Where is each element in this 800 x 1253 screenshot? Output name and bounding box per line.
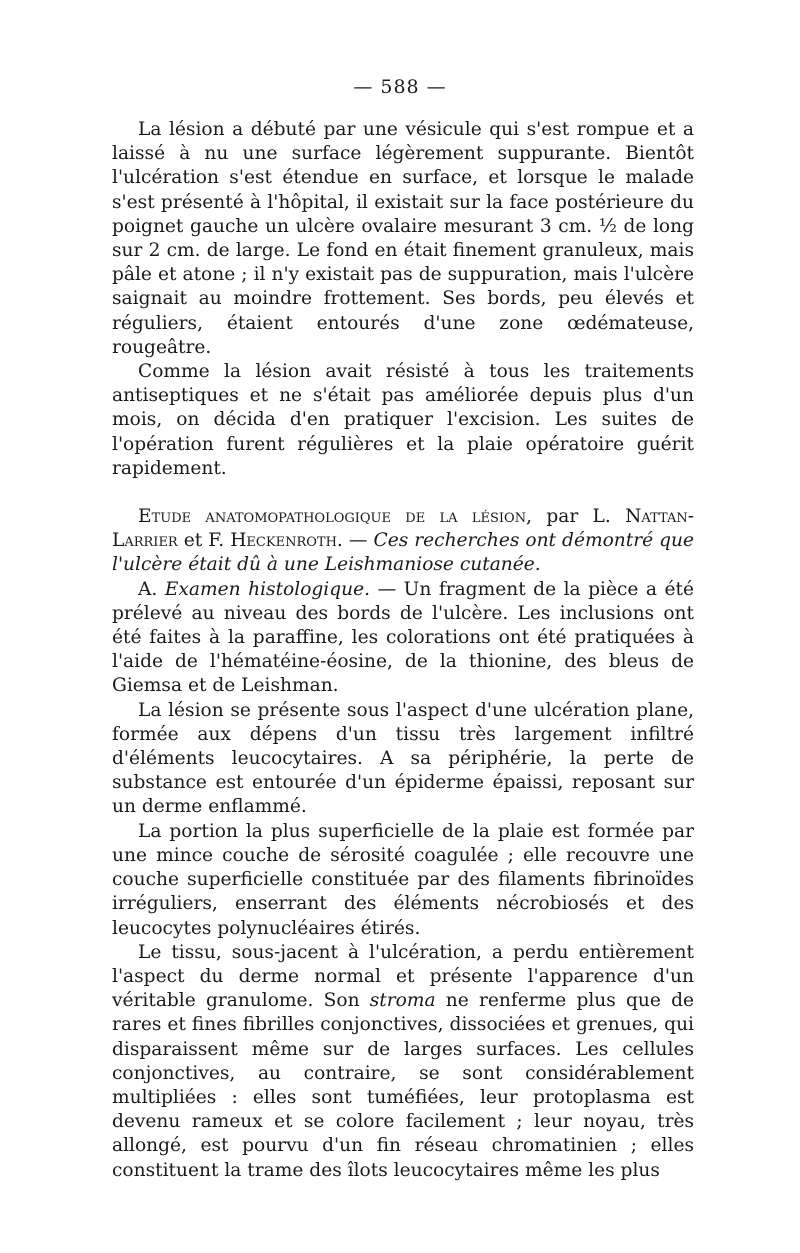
page-number: — 588 — [353, 76, 447, 98]
paragraph-granuloma [112, 941, 694, 1183]
author-nattan-larrier: Nattan-Larrier [112, 506, 694, 552]
author-heckenroth: Heckenroth. [230, 530, 343, 552]
granuloma-text-after: ne renferme plus que de rares et fines fibrilles conjonctives, dissociées et grenues, qui disparaissent même sur de larges surfaces. Les cellules conjonctives, au contraire, se sont considérablement multipliées : elles sont tuméfiées, leur protoplasma est devenu rameux et se colore facilement ; leur noyau, très allongé, est pourvu d'un fin réseau chromatinien ; elles constituent la trame des îlots leucocytaires même les plus [112, 990, 694, 1181]
subsection-text: — Un fragment de la pièce a été prélevé au niveau des bords de l'ulcère. Les inclusions ont été faites à la paraffine, les colorations ont été pratiquées à l'aide de l'hématéine-éosine, de la thionine, des bleus de Giemsa et de Leishman. [112, 578, 694, 697]
authors-conjunction: et F. [183, 530, 225, 552]
granuloma-text-before: Le tissu, sous-jacent à l'ulcération, a perdu entièrement l'aspect du derme normal et présente l'apparence d'un véritable granulome. Son [112, 941, 694, 1012]
authors-prefix: par L. [546, 506, 611, 528]
section-gap [112, 481, 694, 505]
stroma-term: stroma [369, 990, 436, 1012]
subsection-histology [112, 578, 694, 699]
section-title: Etude anatomopathologique de la lésion, [138, 506, 532, 528]
body-text [112, 118, 694, 1183]
paragraph-lesion-onset: La lésion a débuté par une vésicule qui s'est rompue et a laissé à nu une surface légèrement suppurante. Bientôt l'ulcération s'est étendue en surface, et lorsque le malade s'est présenté à l'hôpital, il existait sur la face postérieure du poignet gauche un ulcère ovalaire mesurant 3 cm. ½ de long sur 2 cm. de large. Le fond en était finement granuleux, mais pâle et atone ; il n'y existait pas de suppuration, mais l'ulcère saignait au moindre frottement. Ses bords, peu élevés et réguliers, étaient entourés d'une zone œdémateuse, rougeâtre. [112, 119, 694, 358]
paragraph-excision: Comme la lésion avait résisté à tous les traitements antiseptiques et ne s'était pas améliorée depuis plus d'un mois, on décida d'en pratiquer l'excision. Les suites de l'opération furent régulières et la plaie opératoire guérit rapidement. [112, 361, 694, 479]
heading-dash: — [348, 530, 368, 552]
paragraph-superficial-layer: La portion la plus superficielle de la plaie est formée par une mince couche de sérosité coagulée ; elle recouvre une couche superficielle constituée par des filaments fibrinoïdes irréguliers, enserrant des éléments nécrobiosés et des leucocytes polynucléaires étirés. [112, 820, 694, 939]
paragraph-ulceration-aspect: La lésion se présente sous l'aspect d'une ulcération plane, formée aux dépens d'un tissu très largement infiltré d'éléments leucocytaires. A sa périphérie, la perte de substance est entourée d'un épiderme épaissi, reposant sur un derme enflammé. [112, 699, 694, 818]
subsection-title: Examen histologique. [164, 578, 371, 600]
section-conclusion: Ces recherches ont démontré que l'ulcère était dû à une Leishmaniose cutanée. [112, 530, 695, 576]
section-heading [112, 505, 694, 578]
subsection-letter: A. [138, 578, 158, 600]
